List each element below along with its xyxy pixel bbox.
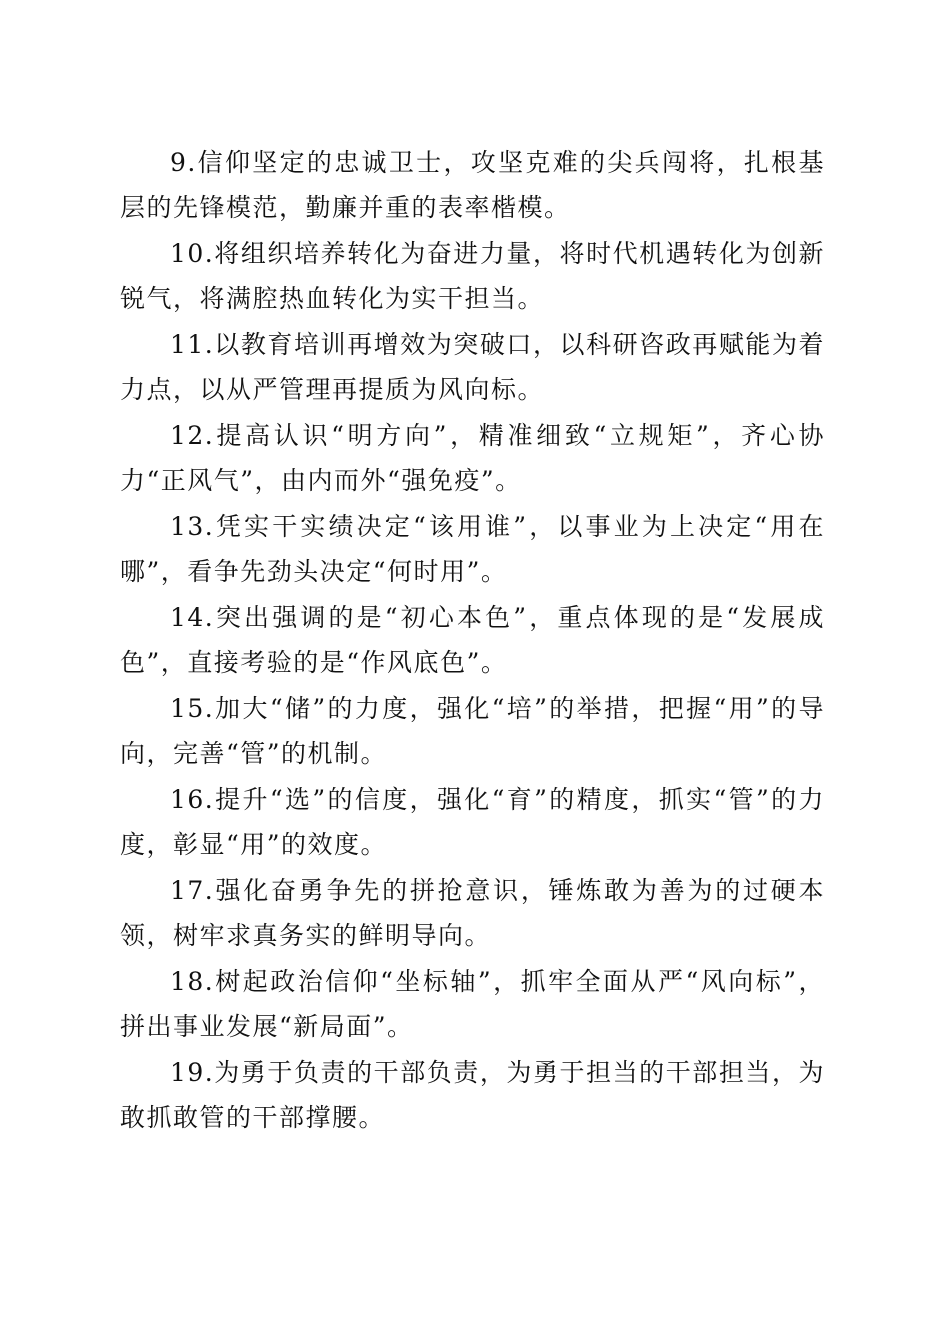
paragraph-item-11: 11.以教育培训再增效为突破口，以科研咨政再赋能为着力点，以从严管理再提质为风向标。: [120, 330, 825, 404]
paragraph-item-9: 9.信仰坚定的忠诚卫士，攻坚克难的尖兵闯将，扎根基层的先锋模范，勤廉并重的表率楷模。: [120, 148, 825, 222]
paragraph-item-16: 16.提升“选”的信度，强化“育”的精度，抓实“管”的力度，彰显“用”的效度。: [120, 785, 825, 859]
paragraph-item-13: 13.凭实干实绩决定“该用谁”，以事业为上决定“用在哪”，看争先劲头决定“何时用”。: [120, 512, 825, 586]
paragraph-item-17: 17.强化奋勇争先的拼抢意识，锤炼敢为善为的过硬本领，树牢求真务实的鲜明导向。: [120, 876, 825, 950]
document-body: [120, 140, 825, 1141]
paragraph-item-19: 19.为勇于负责的干部负责，为勇于担当的干部担当，为敢抓敢管的干部撑腰。: [120, 1058, 825, 1132]
paragraph-item-12: 12.提高认识“明方向”，精准细致“立规矩”，齐心协力“正风气”，由内而外“强免疫”。: [120, 421, 825, 495]
paragraph-item-10: 10.将组织培养转化为奋进力量，将时代机遇转化为创新锐气，将满腔热血转化为实干担当。: [120, 239, 825, 313]
paragraph-item-18: 18.树起政治信仰“坐标轴”，抓牢全面从严“风向标”，拼出事业发展“新局面”。: [120, 967, 825, 1041]
paragraph-item-15: 15.加大“储”的力度，强化“培”的举措，把握“用”的导向，完善“管”的机制。: [120, 694, 825, 768]
paragraph-item-14: 14.突出强调的是“初心本色”，重点体现的是“发展成色”，直接考验的是“作风底色”。: [120, 603, 825, 677]
